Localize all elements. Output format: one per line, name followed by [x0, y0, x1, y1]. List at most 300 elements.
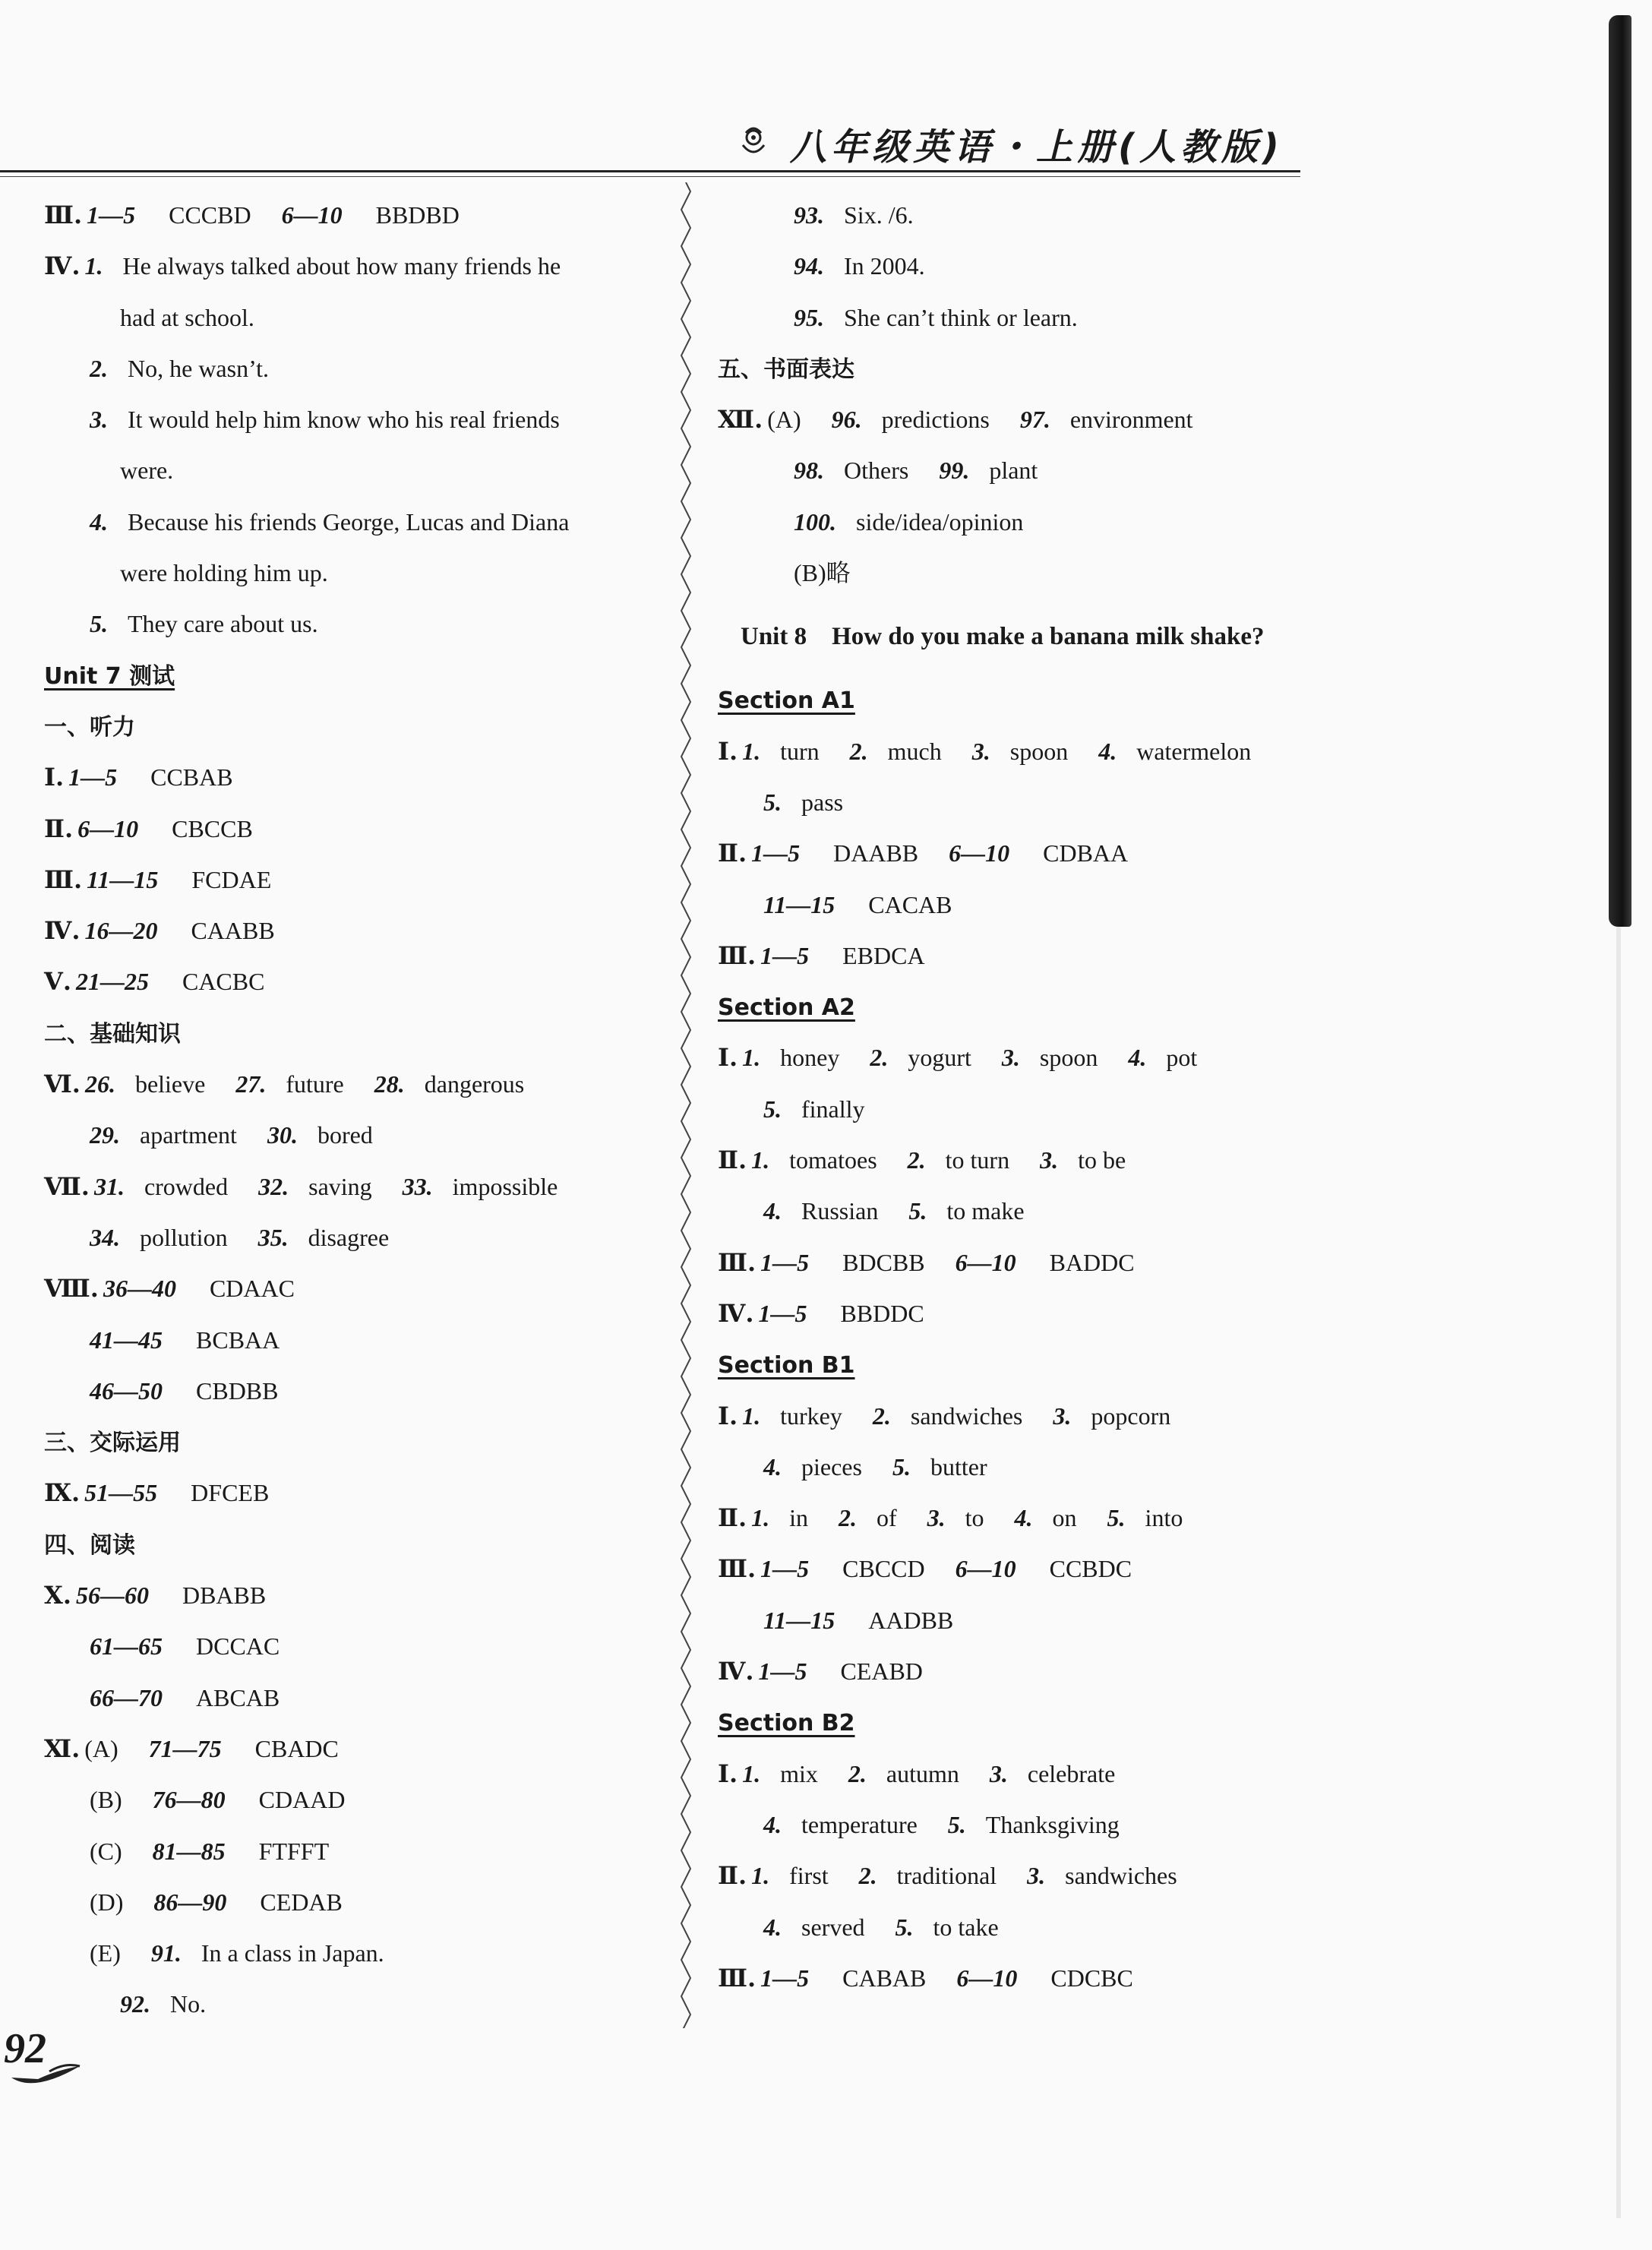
answer-text: CEABD [840, 1657, 923, 1686]
item-number: 11—15 [87, 865, 159, 893]
answer-text: CCBDC [1049, 1555, 1132, 1583]
answer-text: (B) [90, 1786, 122, 1814]
answer-line [44, 445, 667, 496]
item-number: 6—10 [77, 814, 139, 842]
item-number: 4. [1014, 1504, 1033, 1532]
answer-text: CDBAA [1043, 839, 1129, 867]
roman-numeral: Ⅰ. [718, 1401, 738, 1430]
answer-text: (A) [767, 406, 801, 434]
item-number: 11—15 [763, 1606, 835, 1634]
section-heading [718, 1697, 1477, 1748]
item-number: 5. [763, 1095, 782, 1123]
item-number: 95. [794, 303, 824, 331]
item-number: 2. [907, 1146, 926, 1174]
answer-line [718, 1595, 1477, 1646]
answer-line [718, 1953, 1477, 2004]
answer-line [44, 292, 667, 343]
answer-text: CACAB [868, 890, 952, 918]
answer-line [44, 548, 667, 599]
item-number: 6—10 [955, 1555, 1016, 1583]
answer-line [44, 1212, 667, 1263]
answer-text: yogurt [908, 1044, 971, 1072]
item-number: 1—5 [760, 1964, 810, 1992]
answer-text: environment [1069, 406, 1193, 434]
answer-text: on [1052, 1504, 1077, 1532]
answer-text: Thanksgiving [985, 1810, 1120, 1838]
answer-line [44, 905, 667, 956]
answer-line [718, 1391, 1477, 1442]
roman-numeral: Ⅲ. [718, 1554, 757, 1584]
answer-line [44, 343, 667, 394]
answer-line [44, 1263, 667, 1314]
answer-line [718, 1493, 1477, 1544]
page-number-text: 92 [4, 2025, 46, 2072]
answer-line [44, 1774, 667, 1825]
roman-numeral: Ⅹ. [44, 1581, 71, 1610]
heading-text: Section B1 [718, 1352, 855, 1379]
answer-line [718, 1084, 1477, 1135]
leaf-ornament-icon [4, 2024, 95, 2093]
item-number: 5. [1107, 1504, 1126, 1532]
section-heading [44, 1417, 667, 1468]
answer-line [718, 1237, 1477, 1288]
roman-numeral: Ⅳ. [44, 251, 81, 281]
answer-line [44, 1826, 667, 1877]
answer-line [718, 777, 1477, 828]
heading-text: 一、听力 [44, 713, 135, 741]
item-number: 86—90 [153, 1888, 227, 1916]
scan-edge-shadow [1609, 15, 1631, 927]
item-number: 6—10 [955, 1248, 1016, 1276]
item-number: 4. [763, 1810, 782, 1838]
answer-line [44, 1110, 667, 1161]
item-number: 91. [150, 1939, 182, 1967]
answer-line [44, 1928, 667, 1979]
answer-text: of [877, 1504, 897, 1532]
answer-text: popcorn [1091, 1402, 1171, 1430]
item-number: 2. [870, 1044, 889, 1072]
answer-line [44, 1468, 667, 1518]
answer-text: honey [780, 1044, 840, 1072]
answer-line [718, 548, 1477, 599]
answer-text: tomatoes [789, 1146, 877, 1174]
item-number: 1—5 [760, 1555, 810, 1583]
answer-text: No, he wasn’t. [128, 354, 270, 382]
section-heading [44, 1008, 667, 1059]
item-number: 1. [751, 1862, 770, 1890]
heading-text: Section B2 [718, 1710, 855, 1737]
answer-text: were. [120, 457, 174, 485]
roman-numeral: Ⅱ. [718, 1503, 747, 1533]
answer-text: plant [989, 457, 1038, 485]
item-number: 1—5 [760, 941, 810, 969]
answer-line [718, 1544, 1477, 1594]
answer-text: pass [801, 788, 844, 816]
item-number: 5. [763, 788, 782, 816]
roman-numeral: Ⅳ. [718, 1298, 754, 1328]
answer-text: spoon [1009, 737, 1069, 765]
answer-text: pot [1166, 1044, 1198, 1072]
answer-text: BBDDC [840, 1299, 924, 1327]
section-heading [718, 981, 1477, 1032]
header-rule [0, 170, 1300, 172]
answer-line [718, 1442, 1477, 1493]
item-number: 27. [235, 1070, 267, 1098]
item-number: 1—5 [751, 839, 801, 867]
answer-text: CBCCD [842, 1555, 925, 1583]
item-number: 21—25 [75, 968, 149, 996]
answer-text: finally [801, 1095, 865, 1123]
item-number: 32. [258, 1172, 289, 1200]
item-number: 5. [892, 1452, 911, 1481]
answer-text: had at school. [120, 303, 254, 331]
roman-numeral: Ⅸ. [44, 1478, 81, 1508]
answer-line [718, 1135, 1477, 1186]
roman-numeral: Ⅰ. [718, 736, 738, 766]
answer-line [44, 190, 667, 241]
item-number: 1—5 [758, 1299, 807, 1327]
answer-text: pollution [140, 1223, 228, 1251]
item-number: 3. [1001, 1044, 1020, 1072]
item-number: 61—65 [90, 1632, 163, 1661]
roman-numeral: Ⅰ. [44, 763, 65, 792]
heading-text: 五、书面表达 [718, 356, 854, 383]
answer-line [44, 855, 667, 905]
answer-line [718, 497, 1477, 548]
answer-text: apartment [140, 1121, 237, 1149]
answer-line [718, 1902, 1477, 1953]
header-title: 八年级英语・上册(人教版) [790, 126, 1284, 169]
answer-text: CACBC [182, 968, 265, 996]
answer-text: ABCAB [196, 1683, 280, 1711]
item-number: 3. [927, 1504, 946, 1532]
item-number: 4. [763, 1913, 782, 1941]
item-number: 1. [84, 252, 103, 280]
item-number: 93. [794, 201, 824, 229]
roman-numeral: Ⅶ. [44, 1171, 90, 1201]
answer-text: crowded [144, 1172, 229, 1200]
answer-text: celebrate [1027, 1759, 1116, 1787]
roman-numeral: Ⅵ. [44, 1070, 81, 1099]
answer-line [718, 1186, 1477, 1237]
answer-line [44, 1059, 667, 1110]
answer-line [718, 292, 1477, 343]
answer-text: FTFFT [258, 1837, 330, 1865]
item-number: 5. [908, 1197, 927, 1225]
answer-text: CBADC [254, 1734, 339, 1762]
answer-text: CCCBD [169, 201, 251, 229]
answer-line [44, 241, 667, 292]
item-number: 36—40 [103, 1275, 176, 1303]
item-number: 1. [742, 1402, 761, 1430]
item-number: 11—15 [763, 890, 835, 918]
section-heading [44, 701, 667, 752]
item-number: 41—45 [90, 1326, 163, 1354]
item-number: 5. [895, 1913, 914, 1941]
answer-line [44, 1366, 667, 1417]
answer-text: (E) [90, 1939, 121, 1967]
item-number: 1—5 [760, 1248, 810, 1276]
answer-text: DBABB [182, 1582, 267, 1610]
answer-text: CABAB [842, 1964, 927, 1992]
answer-text: predictions [881, 406, 990, 434]
item-number: 96. [831, 406, 862, 434]
roman-numeral: Ⅰ. [718, 1759, 738, 1788]
answer-text: dangerous [424, 1070, 525, 1098]
right-column [718, 190, 1477, 2004]
roman-numeral: Ⅺ. [44, 1733, 81, 1763]
answer-text: No. [170, 1990, 207, 2018]
answer-text: were holding him up. [120, 559, 328, 587]
page-header [729, 118, 1306, 171]
item-number: 1. [742, 737, 761, 765]
answer-line [44, 956, 667, 1007]
answer-text: In 2004. [844, 252, 925, 280]
heading-text: 三、交际运用 [44, 1430, 181, 1457]
item-number: 6—10 [281, 201, 343, 229]
item-number: 4. [763, 1452, 782, 1481]
item-number: 4. [90, 507, 108, 536]
answer-text: impossible [452, 1172, 558, 1200]
answer-text: (D) [90, 1888, 124, 1916]
item-number: 56—60 [75, 1582, 149, 1610]
roman-numeral: Ⅷ. [44, 1274, 99, 1304]
answer-line [44, 394, 667, 445]
answer-text: CEDAB [260, 1888, 343, 1916]
answer-text: Russian [801, 1197, 879, 1225]
answer-line [44, 1979, 667, 2030]
page-number [4, 2024, 95, 2093]
answer-text: (C) [90, 1837, 122, 1865]
roman-numeral: Ⅲ. [44, 864, 83, 894]
answer-text: In a class in Japan. [201, 1939, 384, 1967]
answer-text: turkey [780, 1402, 842, 1430]
answer-text: first [789, 1862, 829, 1890]
answer-text: temperature [801, 1810, 918, 1838]
item-number: 6—10 [949, 839, 1010, 867]
item-number: 1—5 [758, 1657, 807, 1686]
heading-text: 四、阅读 [44, 1531, 135, 1559]
roman-numeral: Ⅻ. [718, 405, 763, 435]
answer-text: Others [844, 457, 909, 485]
roman-numeral: Ⅳ. [44, 916, 81, 946]
section-heading [44, 1519, 667, 1570]
item-number: 99. [939, 457, 970, 485]
answer-line [44, 1724, 667, 1774]
item-number: 4. [1128, 1044, 1147, 1072]
answer-text: traditional [896, 1862, 997, 1890]
answer-text: into [1145, 1504, 1183, 1532]
item-number: 29. [90, 1121, 120, 1149]
answer-line [718, 241, 1477, 292]
item-number: 4. [1098, 737, 1117, 765]
item-number: 2. [839, 1504, 857, 1532]
answer-text: CDAAD [258, 1786, 346, 1814]
answer-text: pieces [801, 1452, 862, 1481]
answer-line [718, 394, 1477, 445]
heading-text: Section A1 [718, 687, 855, 715]
item-number: 34. [90, 1223, 120, 1251]
answer-line [44, 1315, 667, 1366]
item-number: 2. [872, 1402, 891, 1430]
answer-text: EBDCA [842, 941, 925, 969]
answer-text: sandwiches [910, 1402, 1023, 1430]
answer-text: autumn [886, 1759, 959, 1787]
answer-line [44, 1673, 667, 1724]
item-number: 35. [257, 1223, 289, 1251]
answer-text: mix [780, 1759, 818, 1787]
answer-text: butter [930, 1452, 987, 1481]
item-number: 6—10 [956, 1964, 1018, 1992]
roman-numeral: Ⅰ. [718, 1043, 738, 1073]
item-number: 2. [90, 354, 108, 382]
section-heading [44, 650, 667, 701]
item-number: 31. [93, 1172, 125, 1200]
item-number: 51—55 [84, 1479, 158, 1507]
item-number: 30. [267, 1121, 298, 1149]
item-number: 81—85 [152, 1837, 226, 1865]
answer-line [44, 1161, 667, 1212]
flower-logo-icon [735, 122, 772, 159]
item-number: 3. [989, 1759, 1008, 1787]
answer-text: disagree [308, 1223, 390, 1251]
roman-numeral: Ⅴ. [44, 967, 71, 997]
roman-numeral: Ⅱ. [718, 1861, 747, 1891]
answer-text: He always talked about how many friends he [122, 252, 561, 280]
answer-text: watermelon [1136, 737, 1252, 765]
item-number: 66—70 [90, 1683, 163, 1711]
item-number: 28. [374, 1070, 405, 1098]
item-number: 1—5 [68, 763, 118, 792]
header-rule-thin [0, 176, 1300, 177]
item-number: 97. [1019, 406, 1050, 434]
answer-text: side/idea/opinion [856, 507, 1024, 536]
answer-text: Because his friends George, Lucas and Diana [128, 507, 570, 536]
unit-title: Unit 8 How do you make a banana milk shake? [741, 623, 1265, 651]
answer-line [44, 599, 667, 649]
answer-line [718, 1288, 1477, 1339]
answer-line [44, 804, 667, 855]
answer-text: It would help him know who his real friends [128, 406, 560, 434]
answer-text: turn [780, 737, 820, 765]
item-number: 5. [90, 610, 108, 638]
answer-line [718, 445, 1477, 496]
item-number: 1—5 [87, 201, 136, 229]
item-number: 76—80 [152, 1786, 226, 1814]
answer-line [44, 497, 667, 548]
item-number: 1. [742, 1044, 761, 1072]
answer-line [718, 880, 1477, 931]
section-heading [718, 1339, 1477, 1390]
item-number: 5. [947, 1810, 966, 1838]
item-number: 92. [120, 1990, 150, 2018]
item-number: 33. [402, 1172, 433, 1200]
answer-text: sandwiches [1065, 1862, 1177, 1890]
answer-text: BBDBD [375, 201, 460, 229]
item-number: 3. [1040, 1146, 1059, 1174]
answer-text: served [801, 1913, 865, 1941]
answer-line [44, 1877, 667, 1928]
item-number: 4. [763, 1197, 782, 1225]
answer-text: saving [308, 1172, 372, 1200]
roman-numeral: Ⅲ. [718, 940, 757, 970]
answer-text: CCBAB [150, 763, 233, 792]
answer-text: CBCCB [172, 814, 253, 842]
answer-line [718, 1032, 1477, 1083]
roman-numeral: Ⅲ. [718, 1963, 757, 1992]
scan-edge-line [1616, 927, 1621, 2218]
answer-text: CDCBC [1050, 1964, 1133, 1992]
answer-text: spoon [1039, 1044, 1098, 1072]
heading-text: Section A2 [718, 994, 855, 1022]
item-number: 1. [751, 1146, 770, 1174]
roman-numeral: Ⅱ. [44, 814, 74, 843]
item-number: 16—20 [84, 917, 158, 945]
answer-line [44, 1621, 667, 1672]
answer-text: to be [1078, 1146, 1126, 1174]
answer-text: to take [933, 1913, 999, 1941]
answer-text: to turn [945, 1146, 1010, 1174]
item-number: 3. [1027, 1862, 1046, 1890]
answer-line [718, 1800, 1477, 1850]
heading-text: 二、基础知识 [44, 1020, 181, 1048]
answer-text: DFCEB [191, 1479, 270, 1507]
answer-text: DCCAC [196, 1632, 280, 1661]
item-number: 3. [90, 406, 108, 434]
column-divider [678, 182, 693, 2028]
roman-numeral: Ⅲ. [44, 201, 83, 229]
answer-text: They care about us. [128, 610, 318, 638]
item-number: 2. [858, 1862, 877, 1890]
answer-text: CBDBB [196, 1376, 279, 1405]
answer-text: BADDC [1049, 1248, 1135, 1276]
roman-numeral: Ⅱ. [718, 1146, 747, 1175]
roman-numeral: Ⅳ. [718, 1657, 754, 1686]
answer-text: BCBAA [196, 1326, 280, 1354]
item-number: 100. [794, 507, 836, 536]
item-number: 2. [849, 737, 868, 765]
answer-text: CAABB [191, 917, 275, 945]
answer-text: AADBB [868, 1606, 954, 1634]
answer-text: CDAAC [209, 1275, 295, 1303]
item-number: 46—50 [90, 1376, 163, 1405]
answer-line [718, 726, 1477, 777]
item-number: 2. [848, 1759, 867, 1787]
answer-text: (B)略 [794, 559, 851, 587]
item-number: 1. [751, 1504, 770, 1532]
item-number: 98. [794, 457, 824, 485]
answer-text: Six. /6. [844, 201, 914, 229]
roman-numeral: Ⅲ. [718, 1247, 757, 1277]
section-heading [718, 343, 1477, 394]
left-column [44, 190, 667, 2030]
answer-text: much [887, 737, 942, 765]
answer-line [718, 931, 1477, 981]
item-number: 3. [971, 737, 990, 765]
answer-text: FCDAE [191, 865, 272, 893]
item-number: 26. [84, 1070, 115, 1098]
answer-line [718, 1749, 1477, 1800]
answer-line [718, 1850, 1477, 1901]
answer-text: bored [317, 1121, 373, 1149]
answer-line [44, 752, 667, 803]
answer-text: believe [134, 1070, 206, 1098]
heading-text: Unit 7 测试 [44, 662, 175, 690]
roman-numeral: Ⅱ. [718, 839, 747, 868]
item-number: 1. [742, 1759, 761, 1787]
answer-text: She can’t think or learn. [844, 303, 1078, 331]
section-heading [718, 675, 1477, 725]
